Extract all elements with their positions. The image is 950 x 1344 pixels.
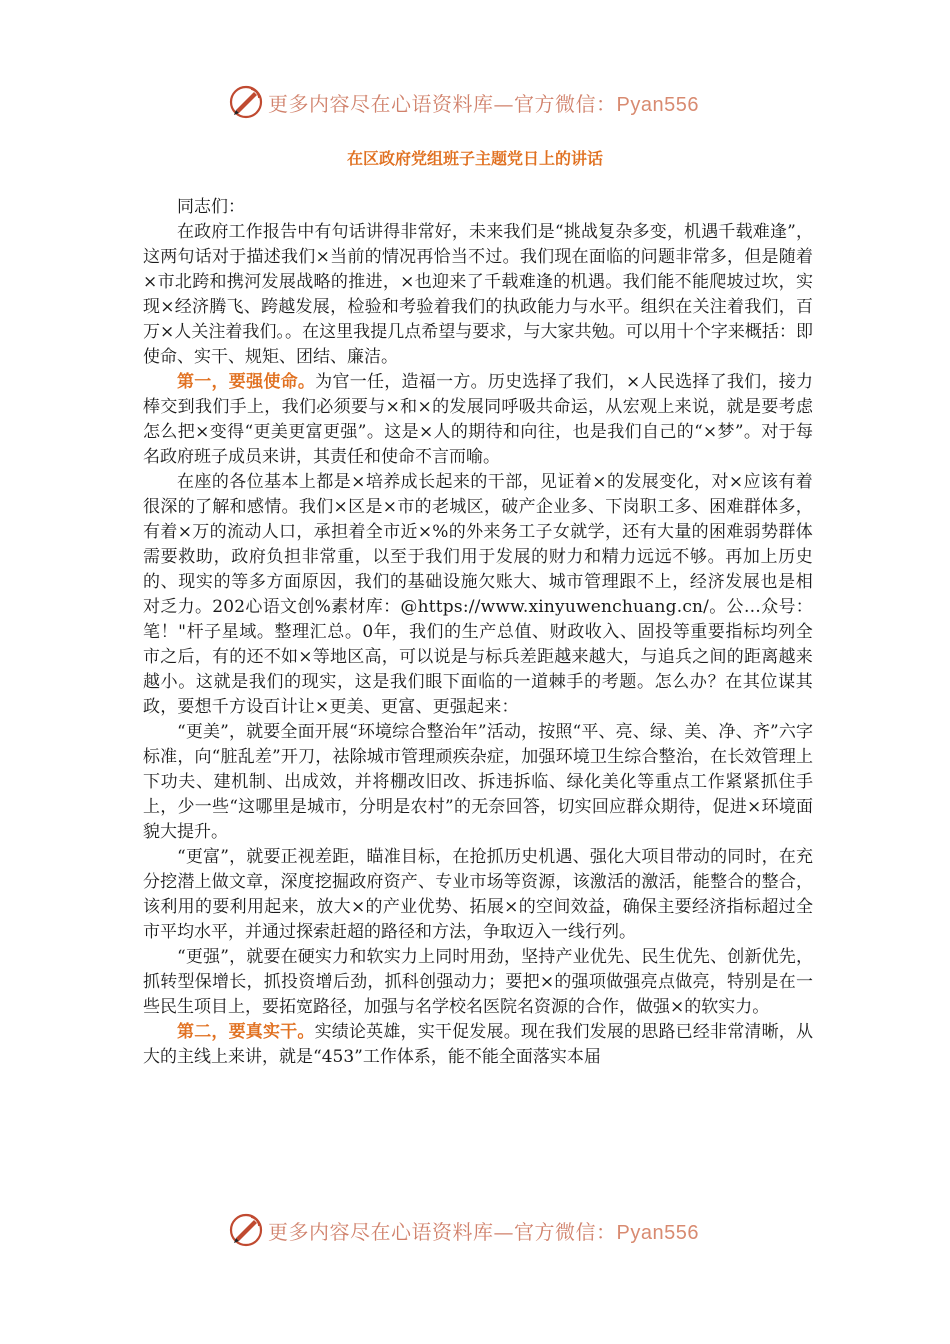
salutation: 同志们： (177, 197, 245, 217)
section-heading-hard-work: 第二，要真实干。 (177, 1022, 315, 1042)
paragraph-mission: 第一，要强使命。为官一任，造福一方。历史选择了我们，×人民选择了我们，接力棒交到我们手上，我们必须要与×和×的发展同呼吸共命运，从宏观上来说，就是要考虑怎么把×变得“更美更富更强”。这是×人的期待和向往，也是我们自己的“×梦”。对于每名政府班子成员来讲，其责任和使命不言而喻。 (143, 372, 813, 467)
paragraph-more-prosperous: “更富”，就要正视差距，瞄准目标，在抢抓历史机遇、强化大项目带动的同时，在充分挖潜上做文章，深度挖掘政府资产、专业市场等资源，该激活的激活，能整合的整合，该利用的要利用起来，放大×的产业优势、拓展×的空间效益，确保主要经济指标超过全市平均水平，并通过探索赶超的路径和方法，争取迈入一线行列。 (143, 847, 813, 942)
banner-text: 更多内容尽在心语资料库—官方微信：Pyan556 (268, 1220, 699, 1244)
footer-banner (0, 1208, 950, 1252)
document-body (143, 195, 813, 1070)
header-banner (0, 80, 950, 124)
pen-logo-icon (227, 83, 265, 121)
paragraph-intro: 在政府工作报告中有句话讲得非常好，未来我们是“挑战复杂多变，机遇千载难逢”，这两句话对于描述我们×当前的情况再恰当不过。我们现在面临的问题非常多，但是随着×市北跨和携河发展战略的推进，×也迎来了千载难逢的机遇。我们能不能爬坡过坎，实现×经济腾飞、跨越发展，检验和考验着我们的执政能力与水平。组织在关注着我们，百万×人关注着我们。。在这里我提几点希望与要求，与大家共勉。可以用十个字来概括：即使命、实干、规矩、团结、廉洁。 (143, 222, 813, 367)
paragraph-stronger: “更强”，就要在硬实力和软实力上同时用劲，坚持产业优先、民生优先、创新优先，抓转型保增长，抓投资增后劲，抓科创强动力；要把×的强项做强亮点做亮，特别是在一些民生项目上，要拓宽路径，加强与名学校名医院名资源的合作，做强×的软实力。 (143, 947, 813, 1017)
banner-text: 更多内容尽在心语资料库—官方微信：Pyan556 (268, 92, 699, 116)
paragraph-situation: 在座的各位基本上都是×培养成长起来的干部，见证着×的发展变化，对×应该有着很深的了解和感情。我们×区是×市的老城区，破产企业多、下岗职工多、困难群体多，有着×万的流动人口，承担着全市近×%的外来务工子女就学，还有大量的困难弱势群体需要救助，政府负担非常重，以至于我们用于发展的财力和精力远远不够。再加上历史的、现实的等多方面原因，我们的基础设施欠账大、城市管理跟不上，经济发展也是相对乏力。202心语文创%素材库：@https://www.xinyuwenchuang.cn/。公…众号：笔！"杆子星域。整理汇总。0年，我们的生产总值、财政收入、固投等重要指标均列全市之后，有的还不如×等地区高，可以说是与标兵差距越来越大，与追兵之间的距离越来越小。这就是我们的现实，这是我们眼下面临的一道棘手的考题。怎么办？在其位谋其政，要想千方设百计让×更美、更富、更强起来： (143, 472, 813, 717)
section-heading-mission: 第一，要强使命。 (177, 372, 316, 392)
banner-wechat-id: Pyan556 (616, 94, 699, 116)
pen-logo-icon (227, 1211, 265, 1249)
paragraph-hard-work: 第二，要真实干。实绩论英雄，实干促发展。现在我们发展的思路已经非常清晰，从大的主线上来讲，就是“453”工作体系，能不能全面落实本届 (143, 1022, 814, 1067)
paragraph-more-beautiful: “更美”，就要全面开展“环境综合整治年”活动，按照“平、亮、绿、美、净、齐”六字标准，向“脏乱差”开刀，祛除城市管理顽疾杂症，加强环境卫生综合整治，在长效管理上下功夫、建机制、出成效，并将棚改旧改、拆违拆临、绿化美化等重点工作紧紧抓住手上，少一些“这哪里是城市，分明是农村”的无奈回答，切实回应群众期待，促进×环境面貌大提升。 (143, 722, 813, 842)
banner-wechat-id: Pyan556 (616, 1222, 699, 1244)
document-title: 在区政府党组班子主题党日上的讲话 (346, 149, 603, 168)
